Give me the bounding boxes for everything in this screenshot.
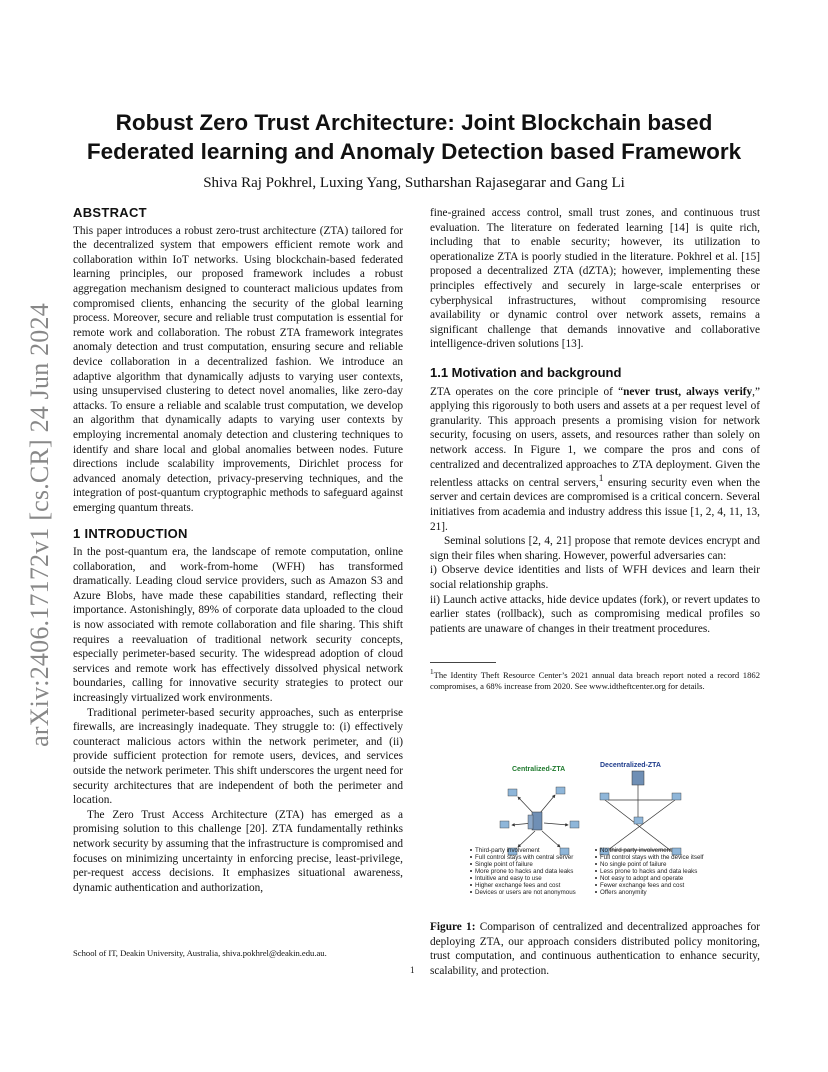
motivation-item-2: ii) Launch active attacks, hide device updates (fork), or revert updates to earlier states (rollback), such as compromising medical profiles so patients are unaware of changes in their treatment procedures. [430,593,760,635]
arxiv-identifier: arXiv:2406.17172v1 [cs.CR] 24 Jun 2024 [25,303,54,747]
paper-title: Robust Zero Trust Architecture: Joint Blockchain based Federated learning and Anomaly Detection based Framework [86,110,742,164]
paper-authors: Shiva Raj Pokhrel, Luxing Yang, Sutharshan Rajasegarar and Gang Li [203,175,625,191]
intro-paragraph-2: Traditional perimeter-based security approaches, such as enterprise firewalls, are increasingly inadequate. They struggle to: (i) effectively counteract malicious actors within the network perimeter, and (ii) provide sufficient protection for remote users, devices, and services outside the network perimeter. This shift underscores the urgent need for security architectures that are independent of both the perimeter and location. [73,706,403,807]
svg-text:No third party involvement: No third party involvement [600,847,672,854]
footnote-1: $^1$The Identity Theft Resource Center’s 2021 annual data breach report noted a record 1862 compromises, a 68% increase from 2020. See www.idtheftcenter.org for details. [430,668,760,692]
figure-1-caption: Figure 1: Comparison of centralized and decentralized approaches for deploying ZTA, our approach considers distributed policy monitoring, trust computation, and continuous authentication to enhance security, scalability, and protection. [430,921,760,977]
device-icons [500,787,681,855]
abstract-text: This paper introduces a robust zero-trust architecture (ZTA) tailored for the decentralized system that empowers efficient remote work and collaboration within IoT networks. Using blockchain-based federated learning principles, our proposed framework includes a robust aggregation mechanism designed to counteract malicious updates from compromised clients, enhancing the security of the global learning process. Moreover, secure and reliable trust computation is essential for remote work and collaboration. The robust ZTA framework integrates anomaly detection and trust computation, ensuring secure and reliable device collaboration in a decentralized fashion. We introduce an adaptive algorithm that dynamically adjusts to varying user contexts, using unsupervised clustering to detect novel anomalies, like zero-day attacks. To ensure a reliable and scalable trust computation, we develop an algorithm that dynamically adapts to varying user contexts by employing incremental anomaly detection and clustering techniques to identify and share local and global anomalies between nodes. Future directions include scalability improvements, Dirichlet process for advanced anomaly detection, privacy-preserving techniques, and the integration of post-quantum cryptographic methods to safeguard against emerging quantum threats. [73,224,403,514]
intro-heading: 1 INTRODUCTION [73,526,188,542]
centralized-list [475,847,576,896]
svg-text:Single point of failure: Single point of failure [475,861,533,868]
svg-text:Fewer exchange fees and cost: Fewer exchange fees and cost [600,882,685,889]
svg-text:Third-party involvement: Third-party involvement [475,847,540,854]
intro-paragraph-1: In the post-quantum era, the landscape of remote computation, online collaboration, and work-from-home (WFH) has transformed dramatically. Leading cloud service providers, such as Amazon S3 and Azure Blobs, have made these capabilities standard, reflecting their importance. Astonishingly, 89% of corporate data uploaded to the cloud is now associated with remote collaboration and file sharing. This shift requires a reevaluation of traditional network security concepts, especially perimeter-based security. The widespread adoption of cloud services and remote work has effectively dissolved physical network boundaries, calling for innovative security strategies to protect our increasingly virtualized work environments. [73,546,403,704]
central-server-icon [528,812,542,830]
figure-1-diagram [440,755,740,915]
svg-text:Not easy to adopt and operate: Not easy to adopt and operate [600,875,684,882]
intro-paragraph-3: The Zero Trust Access Architecture (ZTA) has emerged as a promising solution to this challenge [20]. ZTA fundamentally rethinks network security by assuming that the infrastructure is compromised and focuses on minimizing uncertainty in enforcing precise, least-privilege, per-request access decisions. It emphasizes situational awareness, dynamic authentication and authorization, [73,808,403,894]
blockchain-server-icon [632,771,644,785]
abstract-heading: ABSTRACT [73,205,147,220]
left-column [73,206,403,895]
decentralized-list [600,847,704,896]
svg-text:Intuitive and easy to use: Intuitive and easy to use [475,875,542,882]
svg-text:Offers anonymity: Offers anonymity [600,889,647,896]
svg-text:Less prone to hacks and data l: Less prone to hacks and data leaks [600,868,698,875]
motivation-paragraph-2: Seminal solutions [2, 4, 21] propose that remote devices encrypt and sign their files when sharing. However, powerful adversaries can: [430,535,760,562]
footnote-rule [430,662,496,663]
principle-emphasis: never trust, always verify [623,385,753,398]
motivation-item-1: i) Observe device identities and lists of WFH devices and learn their social relationship graphs. [430,564,760,592]
motivation-paragraph-1: ZTA operates on the core principle of “never trust, always verify,” applying this rigorously to both users and assets at a per request level of granularity. This approach presents a promising vision for network security, focusing on users, assets, and resources rather than solely on network access. In Figure 1, we compare the pros and cons of centralized and decentralized approaches to ZTA deployment. Given the relentless attacks on central servers,$^1$ ensuring security even when the server and certain devices are compromised is a critical concern. Several initiatives from academia and industry address this issue [1, 2, 4, 11, 13, 21]. [430,385,760,533]
svg-text:Full control stays with the de: Full control stays with the device itself [600,854,704,861]
svg-text:Full control stays with centra: Full control stays with central server [475,854,574,861]
subsection-heading: 1.1 Motivation and background [430,364,622,380]
svg-text:Devices or users are not anony: Devices or users are not anonymous [475,889,576,896]
right-column [430,206,760,692]
intro-continuation: fine-grained access control, small trust zones, and continuous trust evaluation. The literature on federated learning [14] is quite rich, including that to enable security; however, its utilization to operationalize ZTA is poorly studied in the literature. Pokhrel et al. [15] proposed a decentralized ZTA (dZTA); however, implementing these principles effectively and securely in large-scale enterprises or cyberphysical infrastructures, without compromising resource availability or dynamic control over network assets, remains a significant challenge that demands innovative and collaborative intelligence-driven solutions [13]. [430,207,760,351]
decentralized-label: Decentralized-ZTA [600,762,661,769]
svg-text:Higher exchange fees and cost: Higher exchange fees and cost [475,882,561,889]
affiliation-footnote: School of IT, Deakin University, Australia, shiva.pokhrel@deakin.edu.au. [73,948,327,958]
svg-text:No single point of failure: No single point of failure [600,861,667,868]
page-number: 1 [410,965,415,975]
centralized-label: Centralized-ZTA [512,766,566,773]
footnote-marker: 1 [598,474,604,485]
svg-text:More prone to hacks and data l: More prone to hacks and data leaks [475,868,574,875]
